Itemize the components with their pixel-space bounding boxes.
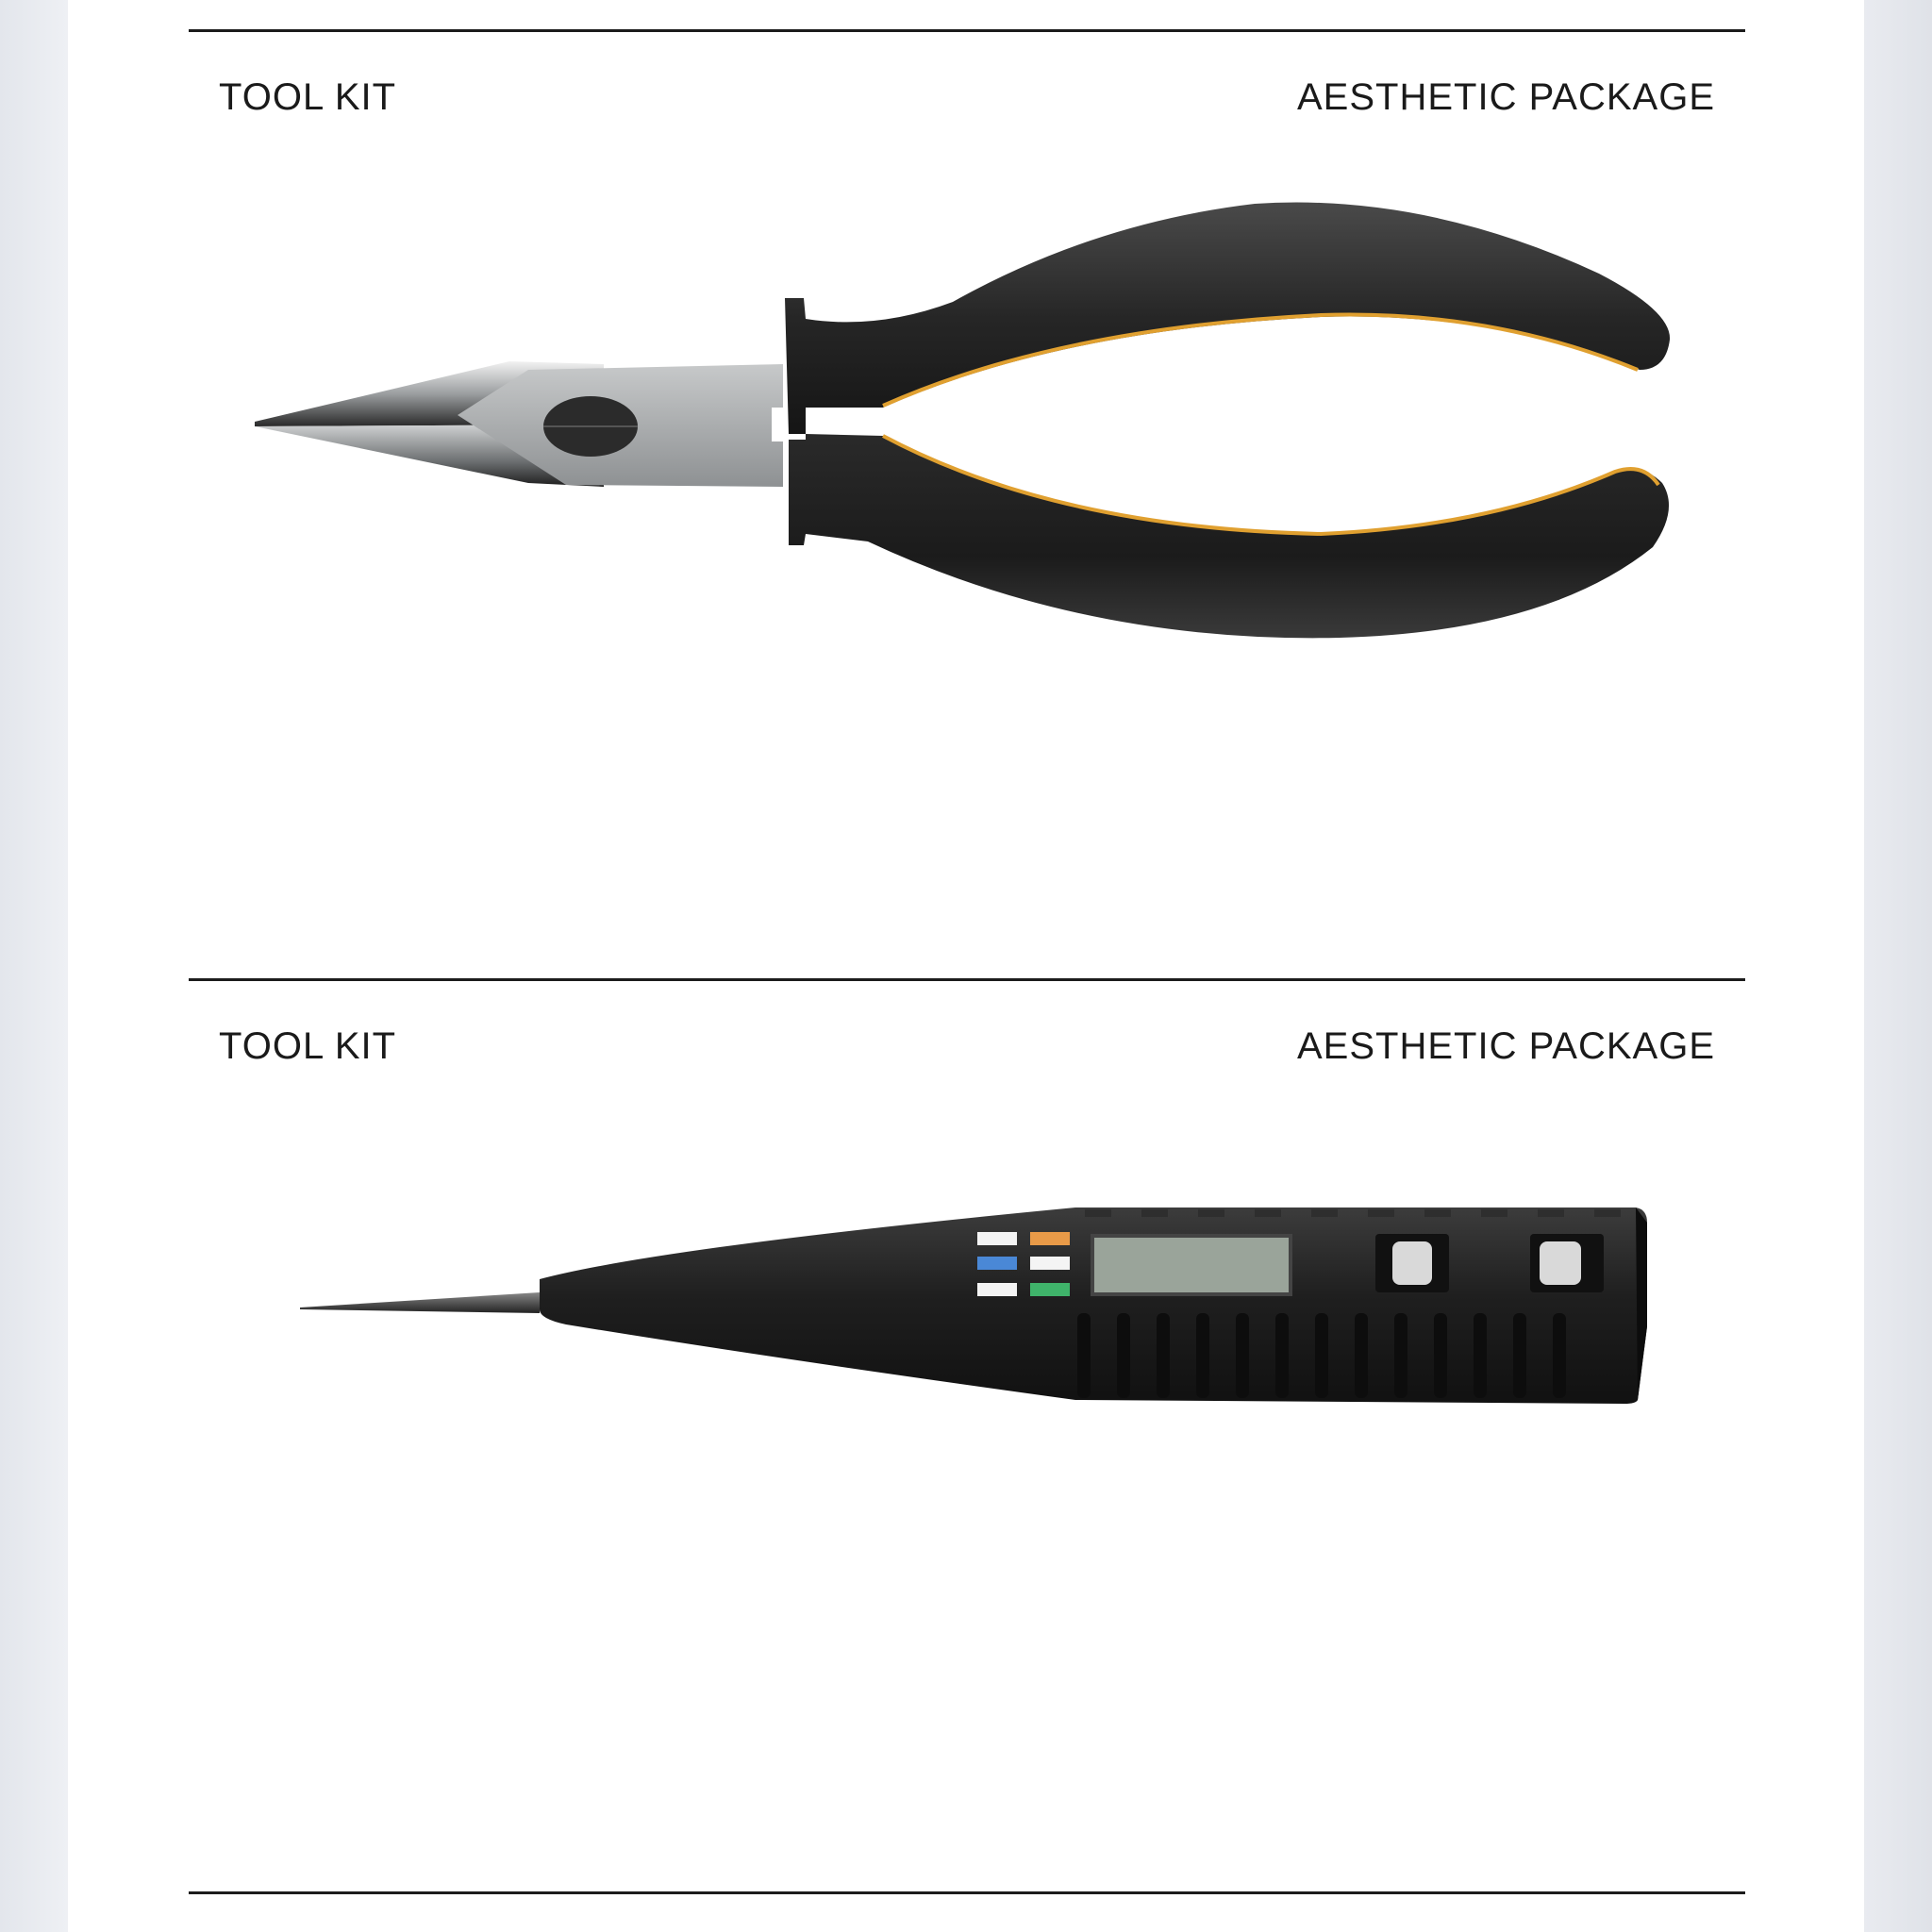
section-2-left-label: TOOL KIT: [219, 1025, 397, 1067]
tester-probe: [300, 1292, 540, 1313]
section-1-left-label: TOOL KIT: [219, 76, 397, 118]
tester-button-2[interactable]: [1540, 1241, 1581, 1285]
tester-lcd-screen: [1094, 1238, 1289, 1292]
section-divider-bottom: [189, 1891, 1745, 1894]
section-divider-middle: [189, 978, 1745, 981]
section-divider-top: [189, 29, 1745, 32]
pliers-lower-handle: [789, 434, 1669, 638]
section-1-right-label: AESTHETIC PACKAGE: [1296, 76, 1715, 118]
needle-nose-pliers-icon: [0, 189, 1932, 679]
voltage-tester-pen-icon: [0, 1170, 1932, 1434]
section-2-right-label: AESTHETIC PACKAGE: [1296, 1025, 1715, 1067]
tester-button-1[interactable]: [1392, 1241, 1432, 1285]
pliers-upper-handle: [785, 203, 1670, 434]
